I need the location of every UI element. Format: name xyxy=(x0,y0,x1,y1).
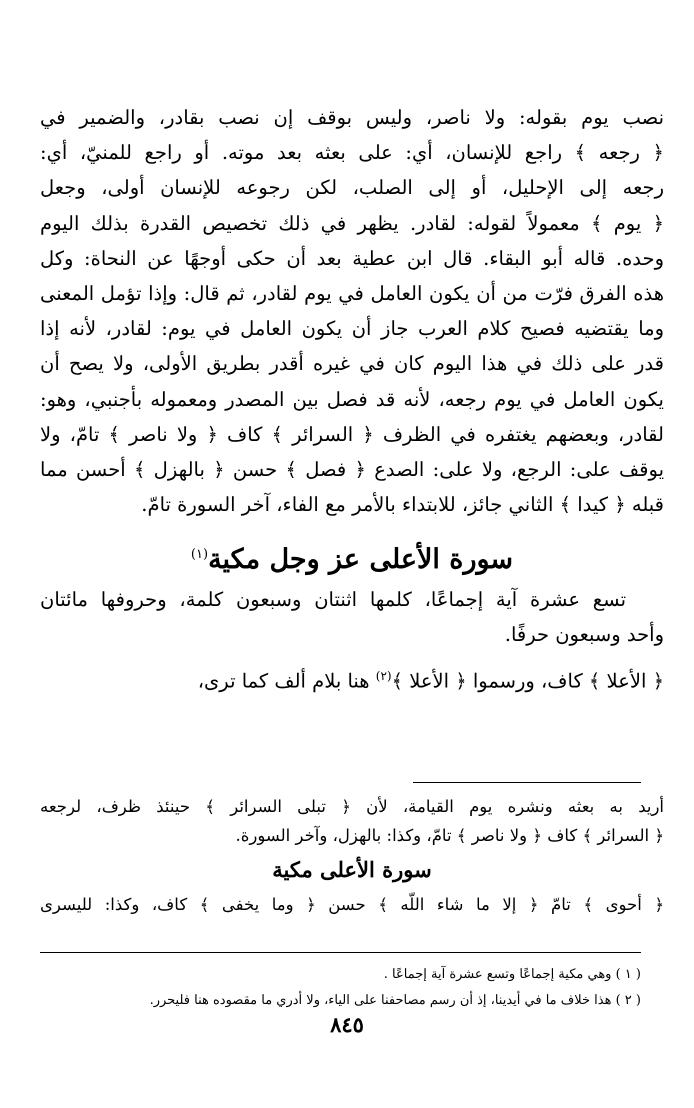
main-text-line: يوقف على: الرجع، ولا على: الصدع ﴿ فصل ﴾ حسن ﴿ بالهزل ﴾ أحسن مما xyxy=(40,457,664,481)
surah-intro-line: وأحد وسبعون حرفًا. xyxy=(504,623,664,647)
lower-text-line: ﴿ السرائر ﴾ كاف ﴿ ولا ناصر ﴾ تامّ، وكذا: بالهزل، وآخر السورة. xyxy=(235,826,664,845)
ala-text-before: ﴿ الأعلا ﴾ كاف، ورسموا ﴿ الأعلا ﴾ xyxy=(391,669,664,693)
lower-heading: سورة الأعلى مكية xyxy=(272,857,432,882)
footnote-2: ( ٢ ) هذا خلاف ما في أيدينا، إذ أن رسم مصاحفنا على الياء، ولا أدري ما مقصوده هنا فليحرر. xyxy=(149,993,641,1008)
surah-intro-line: تسع عشرة آية إجماعًا، كلمها اثنتان وسبعون كلمة، وحروفها مائتان xyxy=(40,588,626,612)
main-text-line: قدر على ذلك في هذا اليوم كان في غيره أقدر بطريق الأولى، ولا يصح أن xyxy=(40,352,664,376)
page-body xyxy=(40,100,664,694)
footnote-1: ( ١ ) وهي مكية إجماعًا وتسع عشرة آية إجماعًا . xyxy=(383,967,641,982)
main-text-line: ﴿ رجعه ﴾ راجع للإنسان، أي: على بعثه بعد موته. أو راجع للمنيّ، أي: xyxy=(40,141,664,165)
main-text-line: قبله ﴿ كيدا ﴾ الثاني جائز، للابتداء بالأمر مع الفاء، آخر السورة تامّ. xyxy=(141,493,664,517)
lower-section xyxy=(40,792,664,919)
lower-text-line: أريد به بعثه ونشره يوم القيامة، لأن ﴿ تبلى السرائر ﴾ حينئذ ظرف، لرجعه xyxy=(40,797,664,816)
ala-text-after: هنا بلام ألف كما ترى، xyxy=(197,669,376,693)
footnote-rule xyxy=(40,952,641,953)
main-text-line: يكون العامل في يوم رجعه، لأنه قد فصل بين المصدر ومعموله بأجنبي، وهو: xyxy=(40,387,664,411)
main-text-line: لقادر، وبعضهم يغتفره في الظرف ﴿ السرائر ﴾ كاف ﴿ ولا ناصر ﴾ تامّ، ولا xyxy=(40,422,664,446)
main-text-line: نصب يوم بقوله: ولا ناصر، وليس بوقف إن نصب بقادر، والضمير في xyxy=(40,106,664,129)
lower-text-line: ﴿ أحوى ﴾ تامّ ﴿ إلا ما شاء اللّه ﴾ حسن ﴿ وما يخفى ﴾ كاف، وكذا: لليسرى xyxy=(40,895,664,914)
main-text-line: وما يقتضيه فصيح كلام العرب جاز أن يكون العامل في يوم: لقادر، لأنه إذا xyxy=(40,317,664,341)
section-rule xyxy=(413,782,641,783)
surah-heading xyxy=(40,528,664,582)
main-text-line: هذه الفرق فرّت من أن يكون العامل في يوم لقادر، ثم قال: وإذا تؤمل المعنى xyxy=(40,281,664,305)
surah-title: سورة الأعلى عز وجل مكية xyxy=(208,544,514,576)
page-number: ٨٤٥ xyxy=(330,1012,364,1037)
footnote-marker: (١) xyxy=(190,547,209,563)
main-text-line: وحده. قاله أبو البقاء. قال ابن عطية بعد أن حكى أوجهًا عن النحاة: وكل xyxy=(40,246,664,270)
main-text-line: ﴿ يوم ﴾ معمولاً لقوله: لقادر. يظهر في ذلك تخصيص القدرة بذلك اليوم xyxy=(40,211,664,235)
main-text-line: رجعه إلى الإحليل، أو إلى الصلب، لكن رجوعه للإنسان أولى، وجعل xyxy=(40,176,664,200)
footnote-marker: (٢) xyxy=(375,668,392,683)
ala-paragraph xyxy=(40,659,664,694)
